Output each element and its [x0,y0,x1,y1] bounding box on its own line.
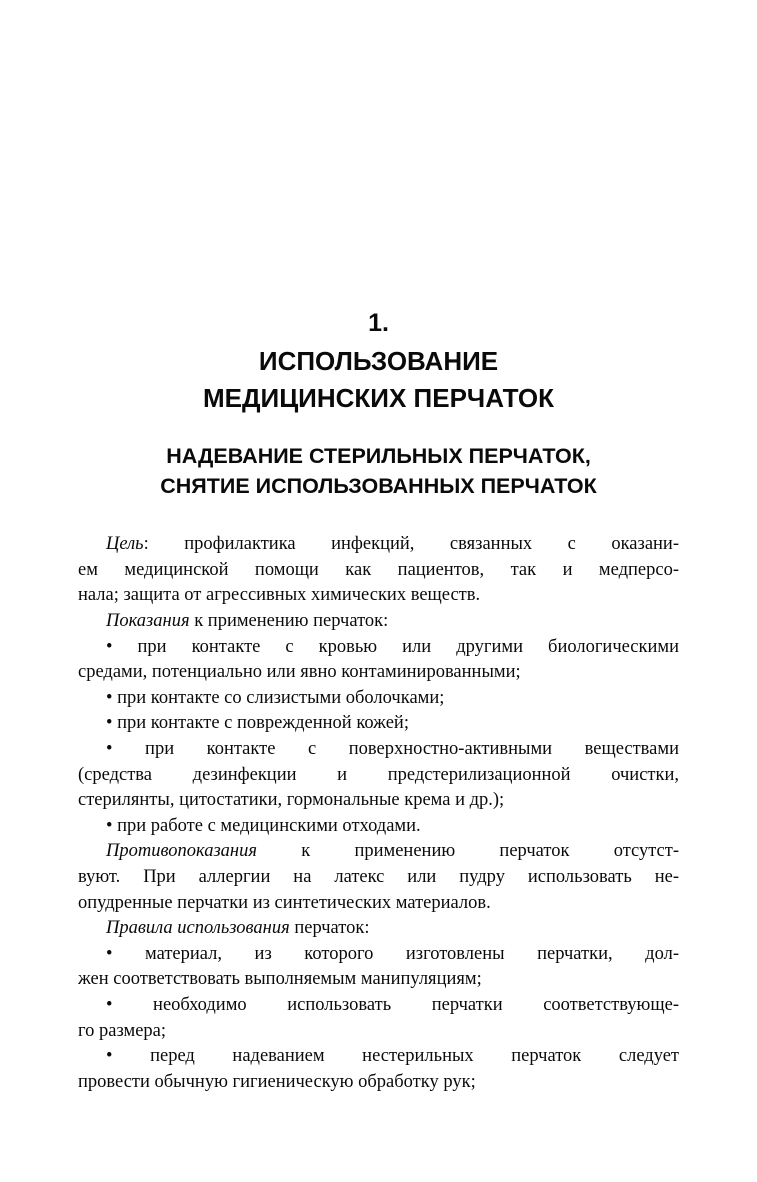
paragraph [78,609,679,635]
text-segment: жен соответствовать выполняемым манипуляциям; [78,969,482,990]
chapter-title [0,343,757,417]
text-line [78,737,679,763]
text-line [78,583,679,609]
text-segment: • при контакте со слизистыми оболочками; [106,687,445,708]
chapter-title-line-2: МЕДИЦИНСКИХ ПЕРЧАТОК [202,383,554,414]
text-line [78,609,679,635]
text-segment: (средства дезинфекции и предстерилизационной очистки, [78,764,679,785]
text-segment: : профилактика инфекций, связанных с оказани- [143,534,679,555]
text-line [78,1070,679,1096]
text-line [78,788,679,814]
text-segment: средами, потенциально или явно контаминированными; [78,662,521,683]
paragraph [78,993,679,1044]
section-title-line-1: НАДЕВАНИЕ СТЕРИЛЬНЫХ ПЕРЧАТОК, [166,444,591,469]
text-line [78,1044,679,1070]
text-segment: опудренные перчатки из синтетических материалов. [78,892,491,913]
italic-lead-text: Цель [106,534,144,555]
text-line [78,1019,679,1045]
paragraph [78,1044,679,1095]
text-segment: • необходимо использовать перчатки соответствующе- [106,994,679,1015]
text-line [78,865,679,891]
text-line [78,558,679,584]
text-segment: • при контакте с поверхностно-активными веществами [106,739,679,759]
paragraph [78,737,679,814]
text-line [78,942,679,968]
paragraph [78,942,679,993]
text-line [78,916,679,942]
text-line [78,763,679,789]
section-title [0,441,757,501]
text-line [78,711,679,737]
text-segment: нала; защита от агрессивных химических веществ. [78,585,481,606]
paragraph [78,839,679,916]
italic-lead-text: Противопоказания [106,841,257,862]
paragraph [78,532,679,609]
text-segment: к применению перчаток: [189,611,389,632]
text-segment: к применению перчаток отсутст- [256,841,679,862]
chapter-title-line-1: ИСПОЛЬЗОВАНИЕ [258,346,499,377]
text-segment: перчаток: [289,918,370,939]
body-text [78,532,679,1095]
text-line [78,814,679,840]
text-line [78,660,679,686]
italic-lead-text: Показания [106,611,190,632]
text-line [78,993,679,1019]
section-title-line-2: СНЯТИЕ ИСПОЛЬЗОВАННЫХ ПЕРЧАТОК [160,474,597,499]
text-segment: • при контакте с поврежденной кожей; [106,713,409,734]
italic-lead-text: Правила использования [106,918,290,939]
text-segment: • при контакте с кровью или другими биологическими [106,636,679,657]
text-segment: провести обычную гигиеническую обработку рук; [78,1071,476,1092]
text-segment: • при работе с медицинскими отходами. [106,815,421,836]
paragraph [78,686,679,712]
paragraph [78,916,679,942]
text-line [78,839,679,865]
text-segment: • перед надеванием нестерильных перчаток следует [106,1046,679,1067]
text-line [78,532,679,558]
text-line [78,891,679,917]
paragraph [78,814,679,840]
text-line [78,686,679,712]
text-segment: го размера; [78,1020,167,1041]
text-segment: стерилянты, цитостатики, гормональные крема и др.); [78,790,505,811]
paragraph [78,635,679,686]
paragraph [78,711,679,737]
text-line [78,967,679,993]
text-segment: • материал, из которого изготовлены перчатки, дол- [106,943,679,964]
text-segment: ем медицинской помощи как пациентов, так и медперсо- [78,559,679,580]
text-segment: вуют. При аллергии на латекс или пудру использовать не- [78,866,679,887]
text-line [78,635,679,661]
chapter-number: 1. [368,309,389,337]
